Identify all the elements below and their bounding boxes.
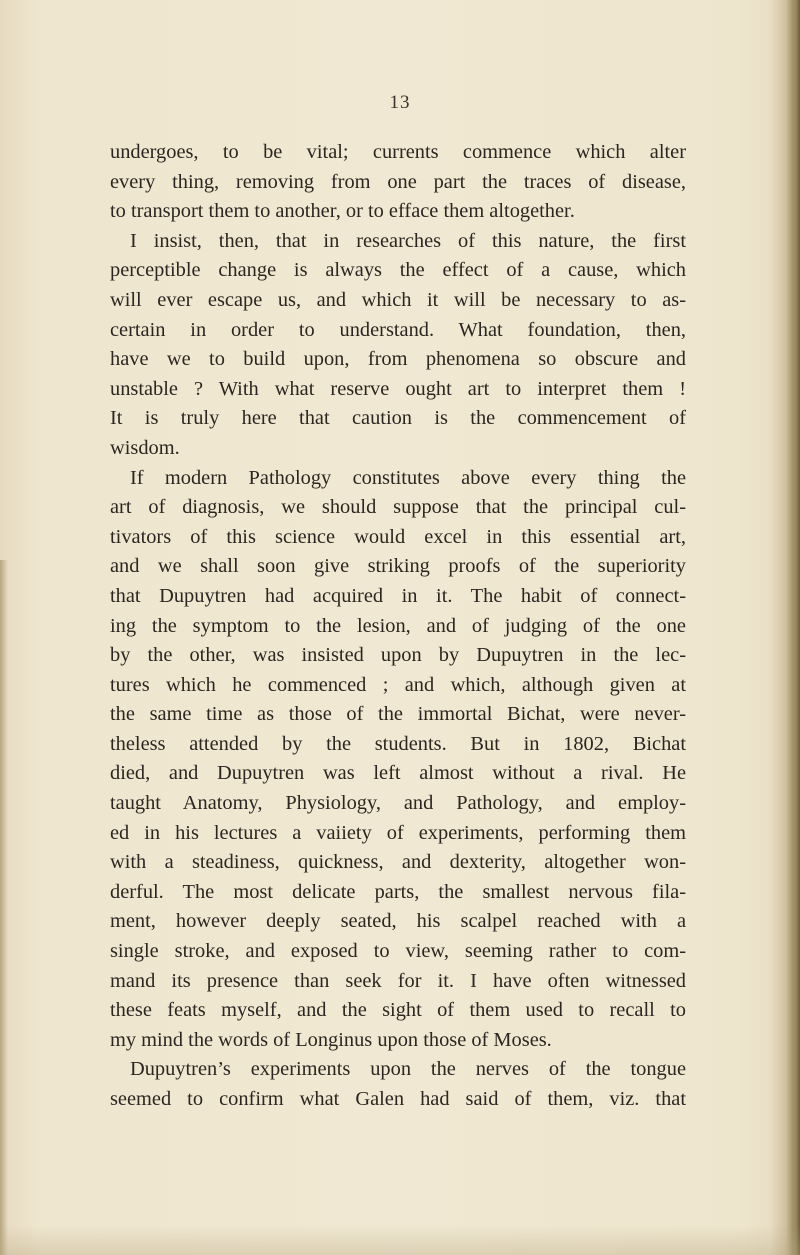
text-line: perceptible change is always the effect of a cause, which bbox=[110, 259, 686, 282]
paragraph bbox=[110, 227, 686, 464]
text-line: derful. The most delicate parts, the smallest nervous fila- bbox=[110, 880, 686, 903]
page-edge-right bbox=[786, 0, 800, 1255]
paragraph bbox=[110, 1055, 686, 1114]
page-number: 13 bbox=[389, 92, 411, 113]
text-line: mand its presence than seek for it. I have often witnessed bbox=[110, 969, 686, 992]
text-line: have we to build upon, from phenomena so obscure and bbox=[110, 348, 686, 371]
text-line: It is truly here that caution is the commencement of bbox=[110, 407, 686, 430]
paragraph bbox=[110, 138, 686, 227]
text-line: I insist, then, that in researches of this nature, the first bbox=[130, 229, 686, 252]
text-line: Dupuytren’s experiments upon the nerves of the tongue bbox=[130, 1058, 686, 1081]
text-line: art of diagnosis, we should suppose that the principal cul- bbox=[110, 496, 686, 519]
text-line: the same time as those of the immortal Bichat, were never- bbox=[110, 703, 686, 726]
body-text bbox=[110, 138, 686, 1115]
text-line: single stroke, and exposed to view, seeming rather to com- bbox=[110, 940, 686, 963]
text-line: certain in order to understand. What foundation, then, bbox=[110, 318, 686, 341]
text-line: tures which he commenced ; and which, although given at bbox=[110, 673, 686, 696]
text-line: theless attended by the students. But in 1802, Bichat bbox=[110, 732, 686, 755]
text-line: ment, however deeply seated, his scalpel reached with a bbox=[110, 910, 686, 933]
text-line: died, and Dupuytren was left almost without a rival. He bbox=[110, 762, 686, 785]
text-line: that Dupuytren had acquired in it. The habit of connect- bbox=[110, 584, 686, 607]
text-line: ed in his lectures a vaiiety of experiments, performing them bbox=[110, 821, 686, 844]
page-edge-left bbox=[0, 560, 8, 1255]
text-line: will ever escape us, and which it will be necessary to as- bbox=[110, 288, 686, 311]
text-line: wisdom. bbox=[110, 436, 180, 459]
text-line: and we shall soon give striking proofs of the superiority bbox=[110, 555, 686, 578]
text-line: taught Anatomy, Physiology, and Pathology, and employ- bbox=[110, 792, 686, 815]
text-line: unstable ? With what reserve ought art to interpret them ! bbox=[110, 377, 686, 400]
text-line: my mind the words of Longinus upon those of Moses. bbox=[110, 1028, 552, 1051]
text-line: to transport them to another, or to efface them altogether. bbox=[110, 200, 575, 223]
paragraph bbox=[110, 464, 686, 1056]
text-line: seemed to confirm what Galen had said of them, viz. that bbox=[110, 1088, 686, 1110]
page-bottom-shadow bbox=[0, 1225, 800, 1255]
text-line: tivators of this science would excel in this essential art, bbox=[110, 525, 686, 548]
text-line: by the other, was insisted upon by Dupuytren in the lec- bbox=[110, 644, 686, 667]
text-line: these feats myself, and the sight of them used to recall to bbox=[110, 999, 686, 1022]
text-line: If modern Pathology constitutes above every thing the bbox=[130, 466, 686, 489]
text-line: undergoes, to be vital; currents commence which alter bbox=[110, 141, 686, 163]
text-line: ing the symptom to the lesion, and of judging of the one bbox=[110, 614, 686, 637]
text-line: every thing, removing from one part the traces of disease, bbox=[110, 170, 686, 193]
text-line: with a steadiness, quickness, and dexterity, altogether won- bbox=[110, 851, 686, 874]
